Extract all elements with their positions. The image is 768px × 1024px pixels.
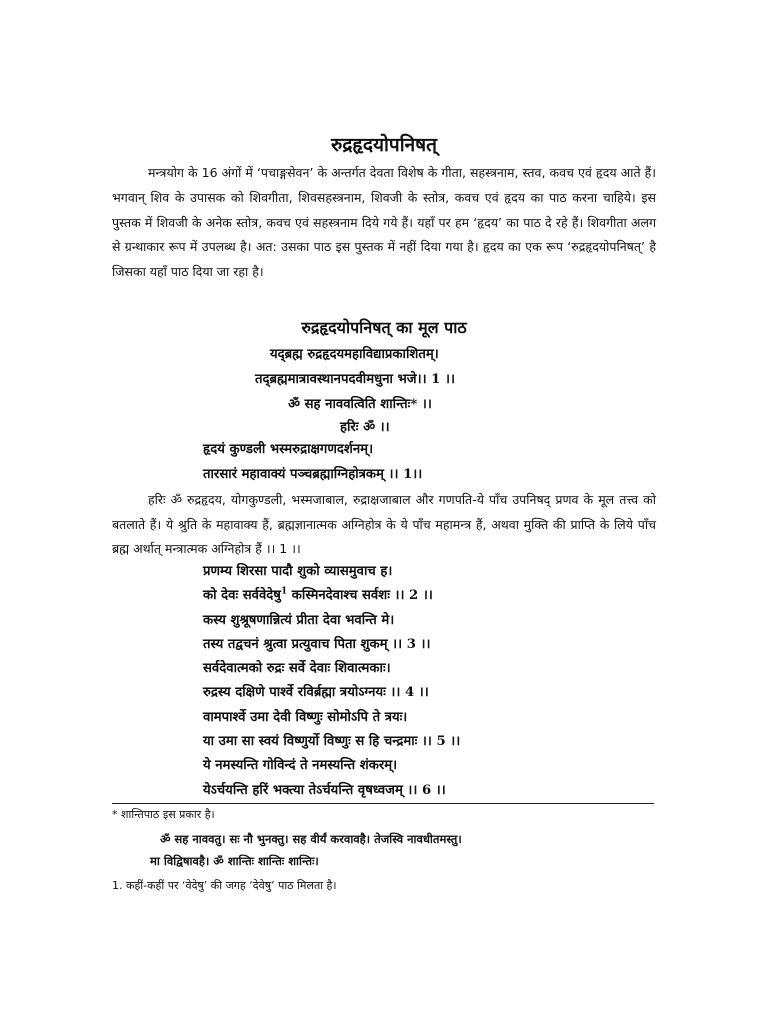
intro-text: मन्त्रयोग के 16 अंगों में ‘पचाङ्गसेवन’ के अन्तर्गत देवता विशेष के गीता, सहस्त्रनाम, स्तव, कवच एवं हृदय आते हैं। भगवान् शिव के उपासक को शिवगीता, शिवसहस्त्रनाम, शिवजी के स्तोत्र, कवच एवं हृदय का पाठ करना चाहिये। इस पुस्तक में शिवजी के अनेक स्तोत्र, कवच एवं सहस्त्रनाम दिये गये हैं। यहाँ पर हम ‘हृदय’ का पाठ दे रहे हैं। शिवगीता अलग से ग्रन्थाकार रूप में उपलब्ध है। अत: उसका पाठ इस पुस्तक में नहीं दिया गया है। हृदय का एक रूप ‘रुद्रहृदयोपनिषत्’ है जिसका यहाँ पाठ दिया जा रहा है। — [112, 165, 656, 280]
shloka-line: येऽर्चयन्ति हरिं भक्त्या तेऽर्चयन्ति वृषध्वजम् ।। 6 ।। — [203, 782, 446, 798]
hari-om-line: हरिः ॐ ।। — [340, 420, 390, 435]
shloka-line: प्रणम्य शिरसा पादौ शुको व्यासमुवाच ह। — [203, 564, 393, 579]
footnote-star: * शान्तिपाठ इस प्रकार है। — [112, 808, 215, 821]
footnote-divider — [112, 803, 654, 804]
shloka-line: तस्य तद्वचनं श्रुत्वा प्रत्युवाच पिता शुकम् ।। 3 ।। — [203, 636, 431, 652]
shloka-block — [203, 560, 663, 803]
shloka-text: को देवः सर्ववेदेषु — [203, 588, 281, 604]
shloka-line — [203, 584, 663, 608]
shloka-line: वामपार्श्वे उमा देवी विष्णुः सोमोऽपि ते त्रयः। — [203, 709, 408, 725]
shanti-path-line: मा विद्विषावहै। ॐ शान्तिः शान्तिः शान्तिः। — [150, 854, 319, 868]
shloka-text: कस्मिनदेवाश्च सर्वशः ।। 2 ।। — [287, 588, 433, 604]
opening-verse-line: तद्ब्रह्ममात्रावस्थानपदवीमधुना भजे।। 1 ।। — [255, 372, 455, 387]
commentary-text: हरिः ॐ रुद्रहृदय, योगकुण्डली, भस्मजाबाल, रुद्राक्षजाबाल और गणपति-ये पाँच उपनिषद् प्रणव के मूल तत्त्व को बतलाते हैं। ये श्रुति के महावाक्य हैं, ब्रह्मज्ञानात्मक अग्निहोत्र के ये पाँच महामन्त्र हैं, अथवा मुक्ति की प्राप्ति के लिये पाँच ब्रह्म अर्थात् मन्त्रात्मक अग्निहोत्र हैं ।। 1 ।। — [112, 492, 656, 556]
page-title: रुद्रहृदयोपनिषत् — [330, 134, 437, 156]
shanti-invocation: ॐ सह नाववत्विति शान्तिः* ।। — [288, 397, 432, 412]
shloka-line: रुद्रस्य दक्षिणे पार्श्वे रविर्ब्रह्मा त्रयोऽग्नयः ।। 4 ।। — [203, 685, 429, 701]
shanti-path-line: ॐ सह नाववतु। सः नौ भुनक्तु। सह वीर्यं करवावहै। तेजस्वि नावधीतमस्तु। — [160, 832, 462, 846]
opening-verse-line: यद्ब्रह्म रुद्रहृदयमहाविद्याप्रकाशितम्। — [270, 347, 439, 362]
footnote-marker: 1 — [280, 586, 288, 597]
shloka-line: ये नमस्यन्ति गोविन्दं ते नमस्यन्ति शंकरम्। — [203, 758, 398, 774]
opening-verse-line: हृदयं कुण्डली भस्मरुद्राक्षगणदर्शनम्। — [203, 442, 374, 457]
shloka-line: या उमा सा स्वयं विष्णुर्यो विष्णुः स हि चन्द्रमाः ।। 5 ।। — [203, 734, 461, 750]
section-subtitle: रुद्रहृदयोपनिषत् का मूल पाठ — [301, 318, 467, 337]
footnote-1: 1. कहीं-कहीं पर ‘वेदेषु’ की जगह ‘देवेषु’ पाठ मिलता है। — [112, 879, 337, 892]
shloka-line: कस्य शुश्रूषणान्नित्यं प्रीता देवा भवन्ति मे। — [203, 612, 395, 628]
commentary-paragraph — [112, 488, 656, 562]
shloka-line: सर्वदेवात्मको रुद्रः सर्वे देवाः शिवात्मकाः। — [203, 661, 391, 677]
intro-paragraph — [112, 161, 656, 285]
opening-verse-line: तारसारं महावाक्यं पञ्चब्रह्माग्निहोत्रकम् ।। 1।। — [203, 467, 423, 482]
